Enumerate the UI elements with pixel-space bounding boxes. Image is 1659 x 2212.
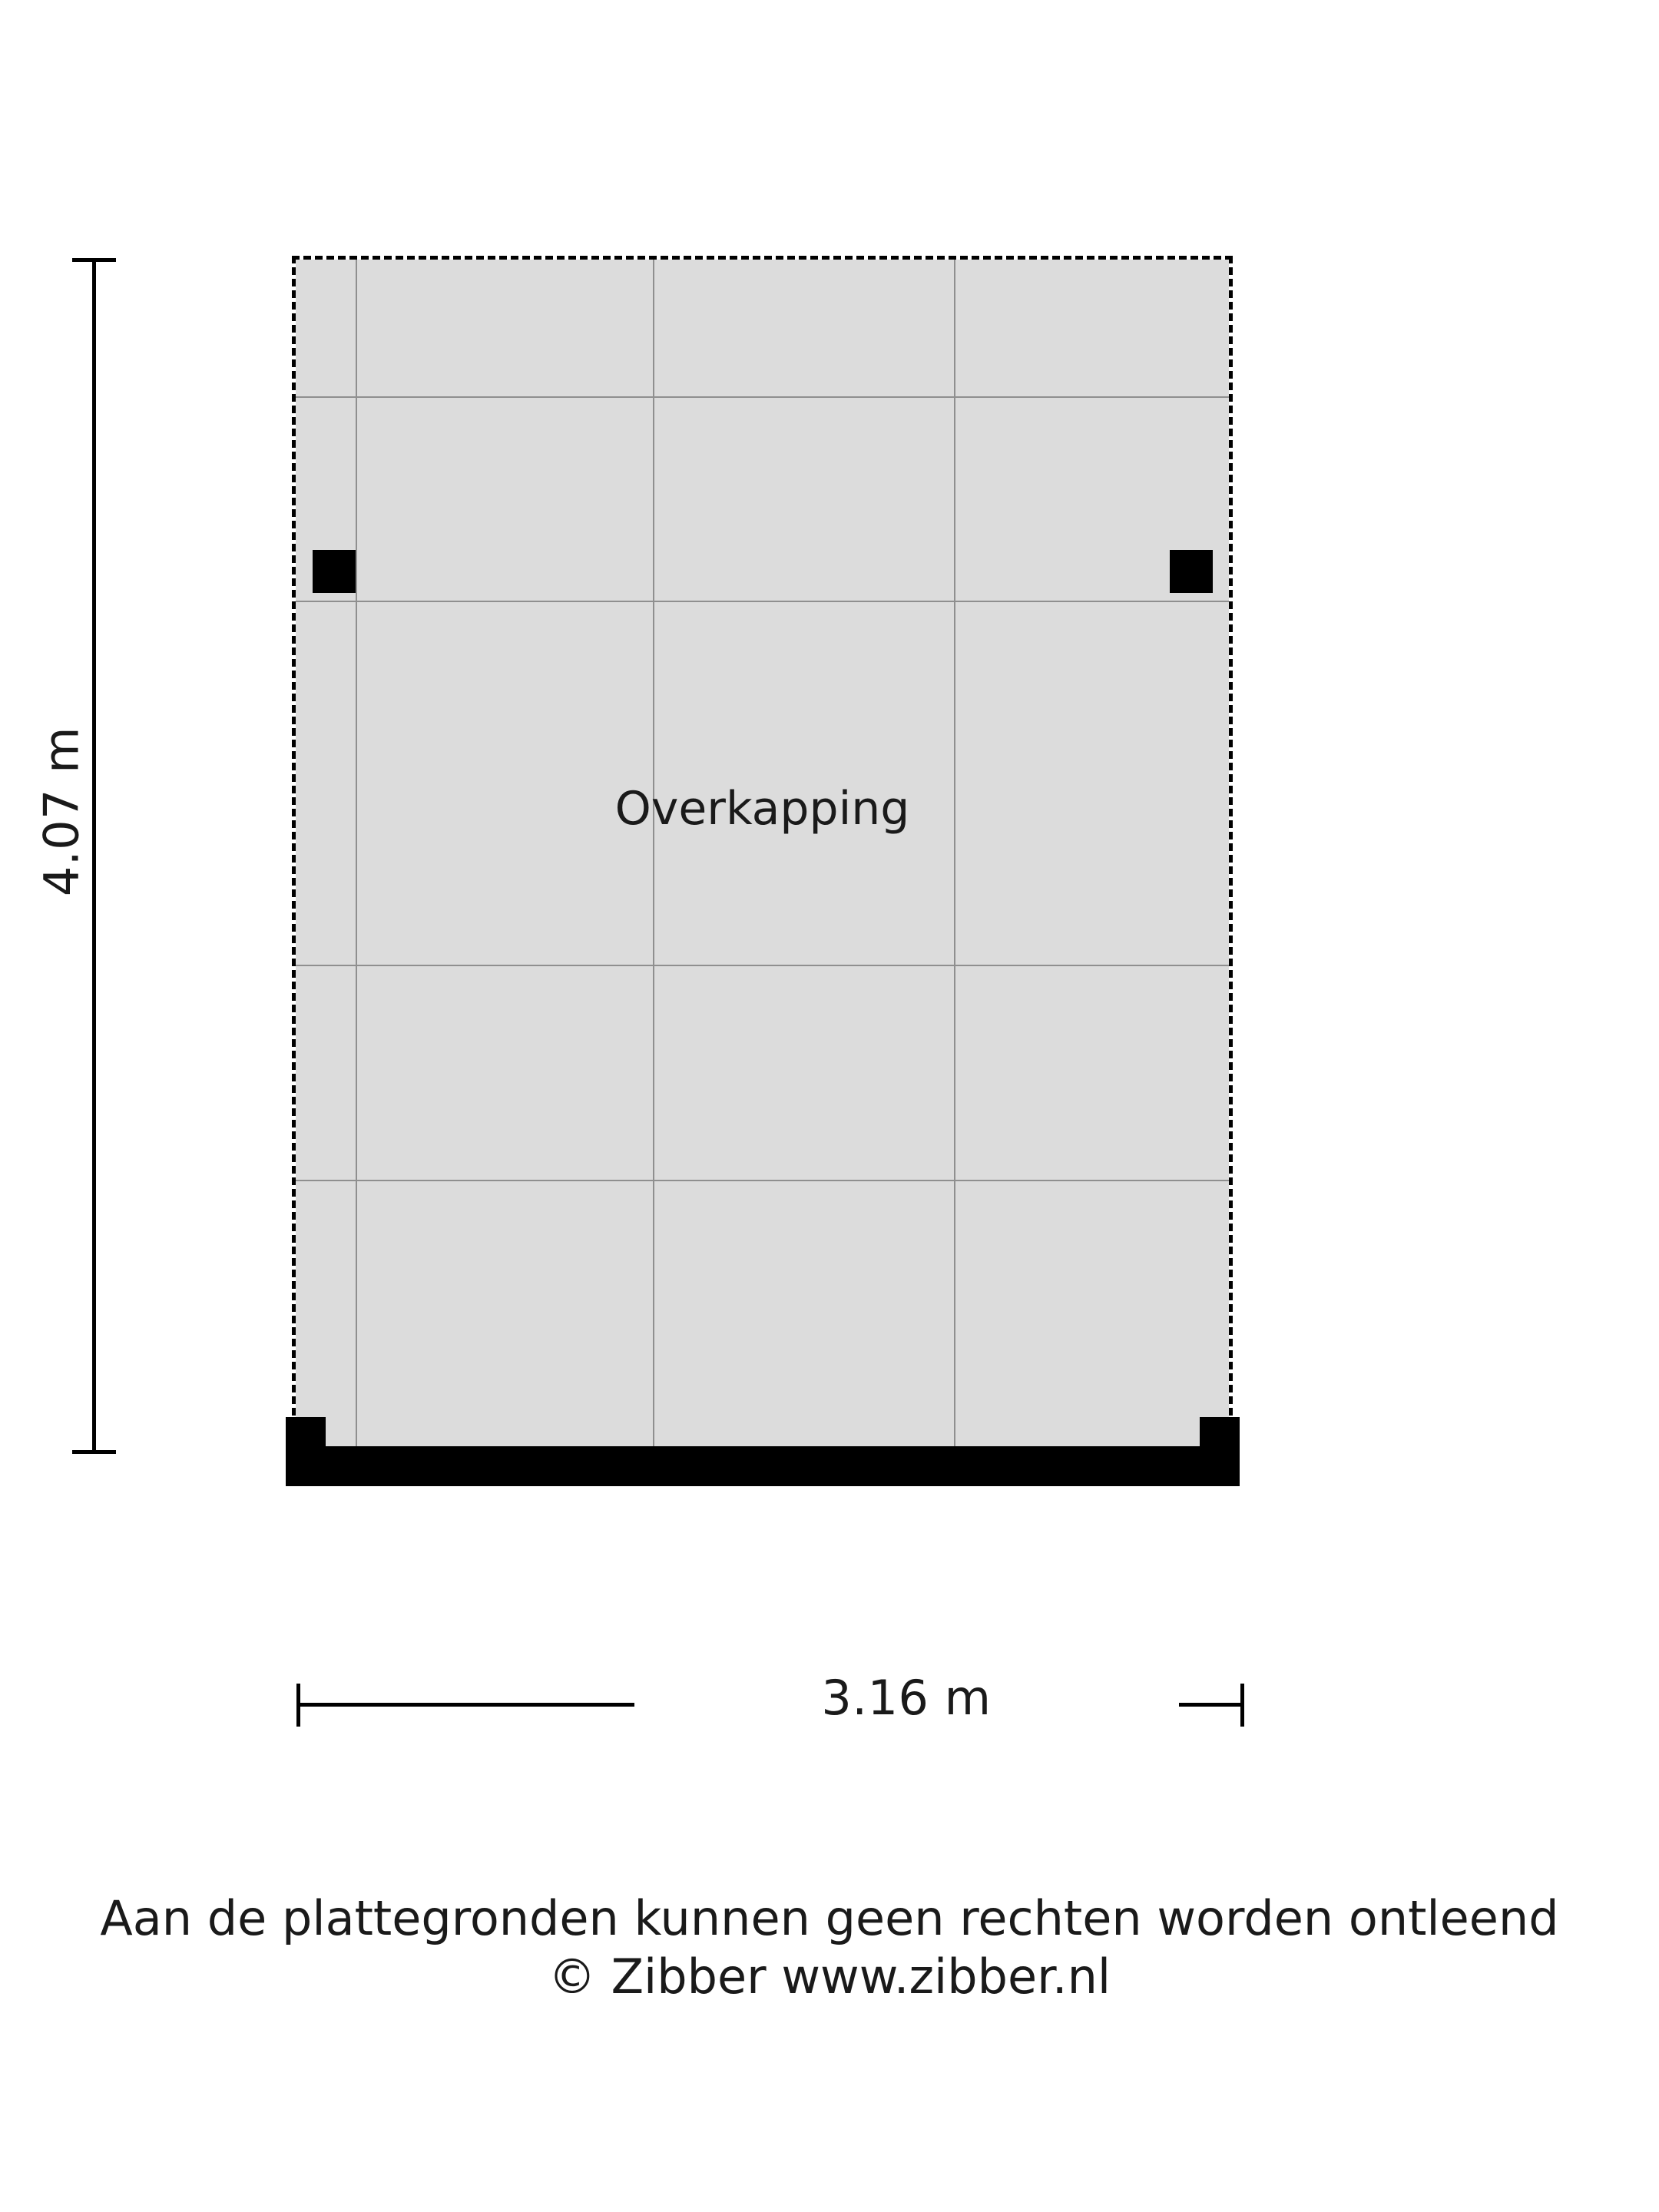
dimension-vertical-line <box>92 260 96 1453</box>
support-post-right-icon <box>1170 550 1213 593</box>
footer-copyright: © Zibber www.zibber.nl <box>548 1948 1111 2005</box>
footer-disclaimer: Aan de plattegronden kunnen geen rechten worden ontleend <box>100 1890 1559 1946</box>
room-overkapping <box>296 260 1229 1458</box>
dimension-horizontal-line-left <box>296 1703 634 1707</box>
dimension-vertical-cap-bottom <box>72 1450 116 1454</box>
wall-bottom <box>286 1417 1240 1486</box>
room-outline-dashed <box>292 256 1233 1462</box>
dimension-horizontal-line-right <box>1179 1703 1244 1707</box>
dimension-horizontal-label: 3.16 m <box>821 1670 992 1726</box>
wall-bottom-base <box>286 1446 1240 1486</box>
room-label-overkapping: Overkapping <box>614 782 910 836</box>
wall-corner-right <box>1200 1417 1240 1486</box>
support-post-left-icon <box>313 550 356 593</box>
dimension-horizontal-cap-right <box>1240 1684 1244 1727</box>
dimension-vertical-label: 4.07 m <box>33 726 90 897</box>
wall-corner-left <box>286 1417 326 1486</box>
dimension-vertical <box>31 253 154 1459</box>
footer <box>0 1889 1659 2005</box>
dimension-horizontal <box>292 1659 1244 1743</box>
